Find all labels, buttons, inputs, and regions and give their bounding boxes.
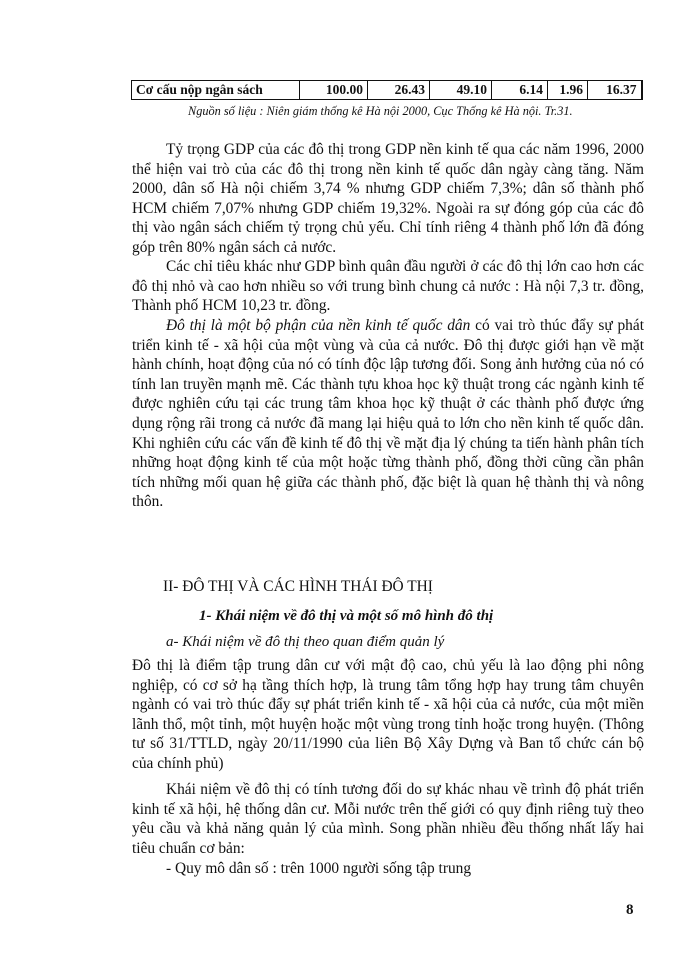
paragraph-text — [132, 316, 644, 512]
paragraph-urban-role — [132, 316, 644, 512]
emphasis-text: Đô thị là một bộ phận của nền kinh tế quốc dân — [166, 317, 471, 334]
paragraph-relative-concept — [132, 780, 644, 858]
table-cell: 100.00 — [300, 81, 368, 100]
sub-heading: 1- Khái niệm về đô thị và một số mô hình đô thị — [199, 608, 494, 624]
source-note: Nguồn số liệu : Niên giám thống kê Hà nội 2000, Cục Thống kê Hà nội. Tr.31. — [188, 104, 573, 118]
paragraph-text: Khái niệm về đô thị có tính tương đối do sự khác nhau về trình độ phát triển kinh tế xã hội, hệ thống dân cư. Mỗi nước trên thế giới có quy định riêng tuỳ theo yêu cầu và khả năng quản lý của mình. Song phần nhiều đều thống nhất lấy hai tiêu chuẩn cơ bản: — [132, 781, 644, 857]
paragraph-continuation: có vai trò thúc đẩy sự phát triển kinh tế - xã hội của một vùng và của cả nước. Đô thị được giới hạn về mặt hành chính, hoạt động của nó có tính độc lập tương đối. Song ảnh hưởng của nó có tính lan truyền mạnh mẽ. Các thành tựu khoa học kỹ thuật trong các ngành kinh tế được nghiên cứu tại các trung tâm khoa học kỹ thuật ở các thành phố được ứng dụng rộng rãi trong cả nước đã mang lại hiệu quả to lớn cho nền kinh tế quốc dân. Khi nghiên cứu các vấn đề kinh tế đô thị về mặt địa lý chúng ta tiến hành phân tích những hoạt động kinh tế của một hoặc từng thành phố, đồng thời cũng cần phân tích những mối quan hệ giữa các thành phố, đặc biệt là quan hệ thành thị và nông thôn. — [132, 317, 644, 511]
paragraph-gdp-share — [132, 140, 644, 258]
paragraph-text: Tỷ trọng GDP của các đô thị trong GDP nền kinh tế qua các năm 1996, 2000 thể hiện vai trò của các đô thị trong nền kinh tế quốc dân ngày càng tăng. Năm 2000, dân số Hà nội chiếm 3,74 % nhưng GDP chiếm 7,3%; dân số thành phố HCM chiếm 7,07% nhưng GDP chiếm 19,32%. Ngoài ra sự đóng góp của các đô thị vào ngân sách chiếm tỷ trọng chủ yếu. Chỉ tính riêng 4 thành phố lớn đã đóng góp trên 80% ngân sách cả nước. — [132, 141, 644, 256]
paragraph-urban-definition — [132, 656, 644, 774]
table-cell: 1.96 — [548, 81, 588, 100]
section-heading: II- ĐÔ THỊ VÀ CÁC HÌNH THÁI ĐÔ THỊ — [163, 578, 433, 595]
budget-structure-table — [131, 80, 643, 100]
table-cell: 26.43 — [368, 81, 430, 100]
table-row — [132, 81, 642, 100]
criteria-bullet: - Quy mô dân số : trên 1000 người sống tập trung — [166, 860, 472, 877]
table-cell: 49.10 — [430, 81, 492, 100]
table-cell: 16.37 — [588, 81, 642, 100]
sub-sub-heading: a- Khái niệm về đô thị theo quan điểm quản lý — [166, 634, 445, 650]
paragraph-gdp-per-capita — [132, 257, 644, 316]
table-row-label: Cơ cấu nộp ngân sách — [132, 81, 300, 100]
paragraph-text: Các chỉ tiêu khác như GDP bình quân đầu người ở các đô thị lớn cao hơn các đô thị nhỏ và cao hơn nhiều so với trung bình chung cả nước : Hà nội 7,3 tr. đồng, Thành phố HCM 10,23 tr. đồng. — [132, 258, 644, 315]
table-cell: 6.14 — [492, 81, 548, 100]
paragraph-text: Đô thị là điểm tập trung dân cư với mật độ cao, chủ yếu là lao động phi nông nghiệp, có cơ sở hạ tầng thích hợp, là trung tâm tổng hợp hay trung tâm chuyên ngành có vai trò thúc đẩy sự phát triển kinh tế - xã hội của cả nước, của một miền lãnh thổ, một tỉnh, một huyện hoặc một vùng trong tỉnh hoặc trong huyện. (Thông tư số 31/TTLD, ngày 20/11/1990 của liên Bộ Xây Dựng và Ban tổ chức cán bộ của chính phủ) — [132, 657, 644, 772]
page-number: 8 — [626, 902, 634, 918]
